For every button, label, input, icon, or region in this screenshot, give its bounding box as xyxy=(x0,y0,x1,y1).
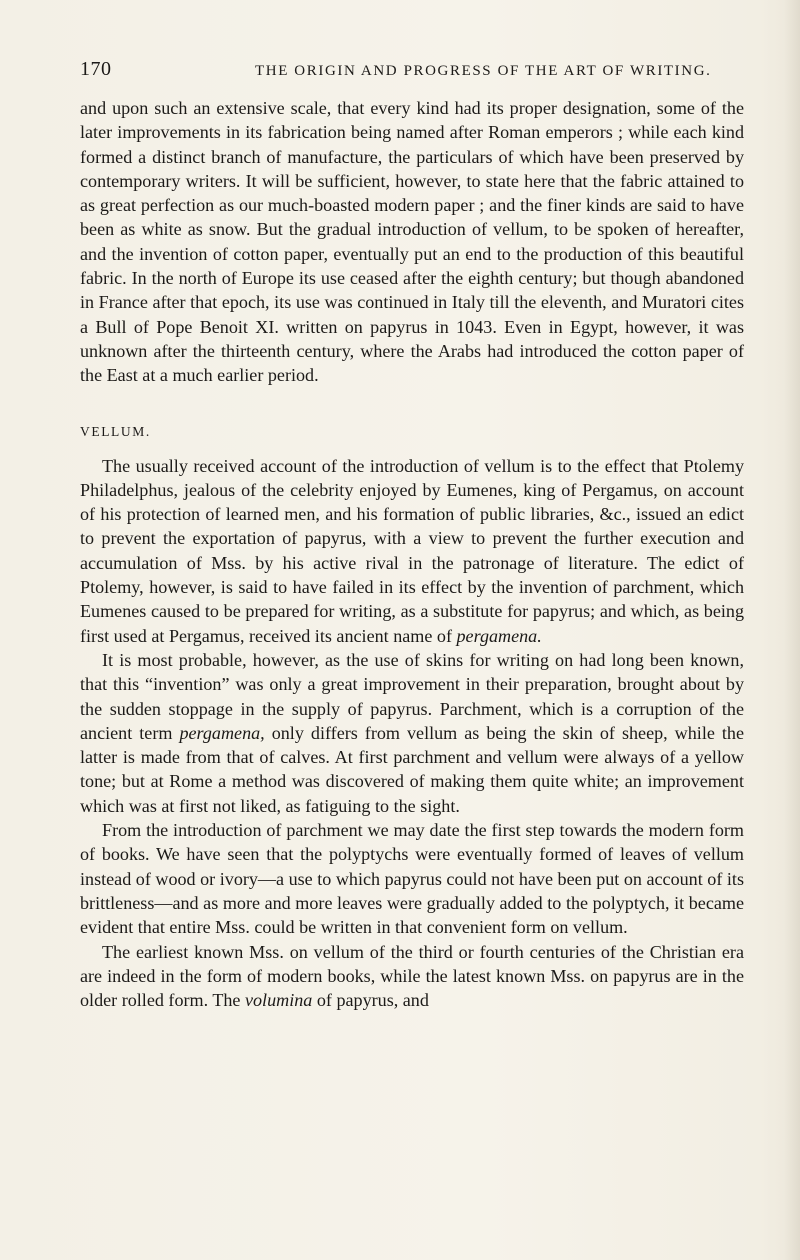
section-heading-vellum: VELLUM. xyxy=(80,423,151,439)
page-edge-shadow xyxy=(784,0,800,1260)
paragraph-text: The earliest known Mss. on vellum of the third or fourth centuries of the Christian era are indeed in the form of modern books, while the latest known Mss. on papyrus are in the older rolled form. The xyxy=(80,941,744,1011)
paragraph-text: It is most probable, however, as the use of skins for writing on had long been known, that this “invention” was only a great improvement in their preparation, brought about by the sudden stoppage in the supply of papyrus. Parchment, which is a corruption of the ancient term xyxy=(80,649,744,743)
body-text xyxy=(80,96,744,1012)
paragraph-papyrus-continued: and upon such an extensive scale, that every kind had its proper designation, some of the later improvements in its fabrication being named after Roman emperors ; while each kind formed a distinct branch of manufacture, the particulars of which have been preserved by contemporary writers. It will be sufficient, however, to state here that the fabric attained to as great perfection as our much-boasted modern paper ; and the finer kinds are said to have been as white as snow. But the gradual introduction of vellum, to be spoken of hereafter, and the invention of cotton paper, eventually put an end to the production of this beautiful fabric. In the north of Europe its use ceased after the eighth century; but though abandoned in France after that epoch, its use was continued in Italy till the eleventh, and Muratori cites a Bull of Pope Benoit XI. written on papyrus in 1043. Even in Egypt, however, it was unknown after the thirteenth century, where the Arabs had introduced the cotton paper of the East at a much earlier period. xyxy=(80,98,744,386)
italic-term-pergamena: pergamena. xyxy=(456,625,542,646)
page-header xyxy=(80,58,744,88)
paragraph-text: only differs from vellum as being the skin of sheep, while the latter is made from that of calves. At first parchment and vellum were always of a yellow tone; but at Rome a method was discovered of making them quite white; an improvement which was at first not liked, as fatiguing to the sight. xyxy=(80,722,744,816)
paragraph-text: The usually received account of the introduction of vellum is to the effect that Ptolemy Philadelphus, jealous of the celebrity enjoyed by Eumenes, king of Pergamus, on account of his protection of learned men, and his formation of public libraries, &c., issued an edict to prevent the exportation of papyrus, with a view to prevent the further execution and accumulation of Mss. by his active rival in the patronage of literature. The edict of Ptolemy, however, is said to have failed in its effect by the invention of parchment, which Eumenes caused to be prepared for writing, as a substitute for papyrus; and which, as being first used at Pergamus, received its ancient name of xyxy=(80,455,744,646)
paragraph-vellum-origin xyxy=(80,454,744,648)
page-number: 170 xyxy=(80,58,112,80)
paragraph-text: of papyrus, and xyxy=(312,990,429,1011)
italic-term-volumina: volumina xyxy=(244,990,313,1011)
italic-term-pergamena: pergamena, xyxy=(179,722,265,743)
paragraph-modern-books: From the introduction of parchment we may date the first step towards the modern form of books. We have seen that the polyptychs were eventually formed of leaves of vellum instead of wood or ivory—a use to which papyrus could not have been put on account of its brittleness—and as more and more leaves were gradually added to the polyptych, it became evident that entire Mss. could be written in that convenient form on vellum. xyxy=(80,820,744,938)
paragraph-earliest-mss xyxy=(80,940,744,1013)
running-title: THE ORIGIN AND PROGRESS OF THE ART OF WRITING. xyxy=(255,63,712,79)
paragraph-parchment xyxy=(80,648,744,818)
